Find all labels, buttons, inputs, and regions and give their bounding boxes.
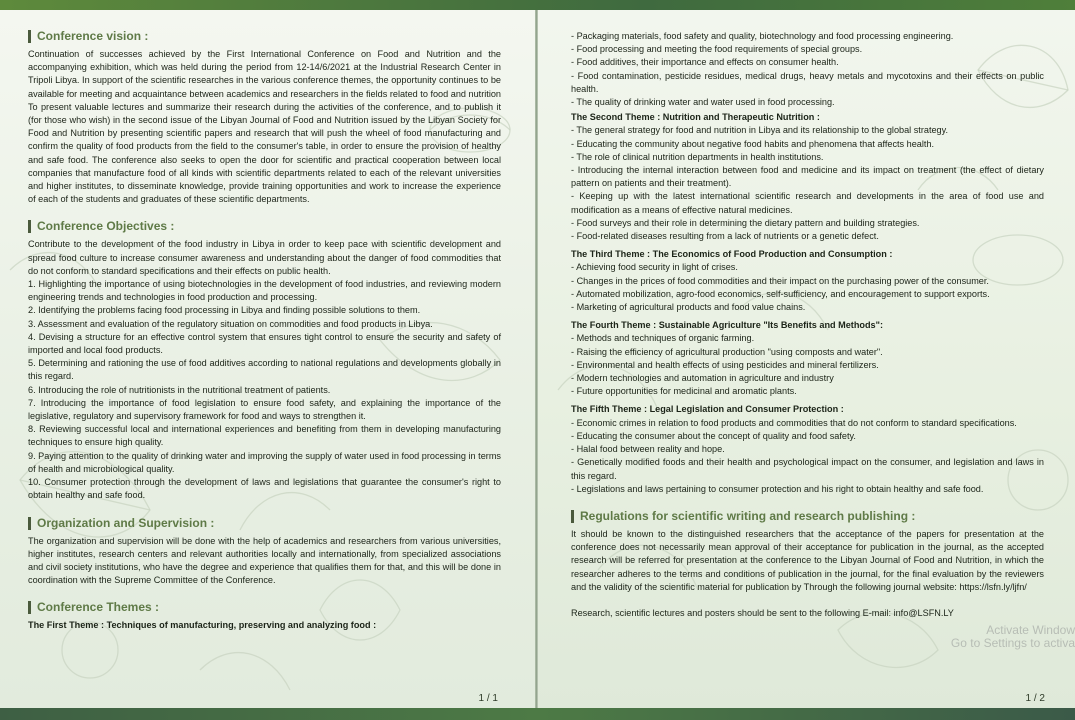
watermark-line-2: Go to Settings to activa [950, 636, 1075, 650]
list-item: - The role of clinical nutrition departments in health institutions. [571, 151, 824, 162]
list-item: - Automated mobilization, agro-food economics, self-sufficiency, and encouragement to support exports. [571, 288, 990, 299]
page-number-right: 1 / 2 [1025, 693, 1045, 704]
list-item: - Food additives, their importance and effects on consumer health. [571, 57, 839, 68]
conference-themes-heading: Conference Themes : [28, 601, 501, 614]
fifth-theme-heading: The Fifth Theme : Legal Legislation and Consumer Protection : [571, 404, 844, 415]
third-theme-section [571, 248, 1044, 314]
second-theme-section [571, 111, 1044, 243]
list-item: - Food surveys and their role in determining the dietary pattern and building strategies. [571, 217, 920, 228]
list-item: 5. Determining and rationing the use of food additives according to national regulations and developments globally in this regard. [28, 358, 501, 382]
conference-objectives-heading: Conference Objectives : [28, 220, 501, 233]
regulations-section [571, 510, 1044, 620]
list-item: - Halal food between reality and hope. [571, 444, 725, 455]
right-page [538, 10, 1075, 708]
list-item: 8. Reviewing successful local and international experiences and benefiting from them in developing manufacturing techniques to ensure high quality. [28, 424, 501, 448]
conference-objectives-section [28, 220, 501, 502]
fifth-theme-list [571, 417, 1044, 496]
organization-section [28, 517, 501, 588]
list-item: - Marketing of agricultural products and food value chains. [571, 302, 806, 313]
second-theme-list [571, 124, 1044, 243]
list-item: 9. Paying attention to the quality of drinking water and improving the supply of water used in food processing in terms of health and microbiological quality. [28, 450, 501, 474]
conference-vision-heading: Conference vision : [28, 30, 501, 43]
first-theme-heading: The First Theme : Techniques of manufacturing, preserving and analyzing food : [28, 620, 377, 631]
conference-vision-section [28, 30, 501, 206]
list-item: - Food contamination, pesticide residues, medical drugs, heavy metals and mycotoxins and their effects on public health. [571, 70, 1044, 94]
regulations-text: It should be known to the distinguished researchers that the acceptance of the papers for presentation at the conference does not necessarily mean approval of their acceptance for publication in the journal, as the accepted research will be referred for presentation at the conference to the Libyan Journal of Food and Nutrition, in which the researcher adheres to the terms and conditions of publication in the journal, for the final evaluation by the reviewers and the validity of the scientific material for publication by Through the following journal website: https://lsfn.ly/ljfn/ [571, 528, 1044, 592]
list-item: - Modern technologies and automation in agriculture and industry [571, 373, 834, 384]
list-item: - Methods and techniques of organic farming. [571, 333, 755, 344]
organization-text: The organization and supervision will be done with the help of academics and researchers from various universities, higher institutes, research centers and relevant authorities locally and internationally, from specialized associations and civil society institutions, who have the degree and experience that qualifies them for that, and this will be done in coordination with the Supreme Committee of the Conference. [28, 535, 501, 586]
list-item: 3. Assessment and evaluation of the regulatory situation on commodities and food products in Libya. [28, 318, 433, 329]
list-item: 7. Introducing the importance of food legislation to ensure food safety, and explaining the importance of the legislative, regulatory and supervisory framework for food and ways to strengthen it. [28, 397, 501, 422]
activation-watermark [951, 624, 1075, 650]
contact-email-text: Research, scientific lectures and posters should be sent to the following E-mail: info@LSFN.LY [571, 607, 954, 618]
list-item: - Economic crimes in relation to food products and commodities that do not conform to standard specifications. [571, 417, 1017, 428]
fifth-theme-section [571, 403, 1044, 495]
list-item: - Genetically modified foods and their health and psychological impact on the consumer, and legislation and laws in this regard. [571, 457, 1044, 481]
third-theme-list [571, 261, 1044, 314]
list-item: - The quality of drinking water and water used in food processing. [571, 97, 835, 108]
bottom-color-bar [0, 708, 1075, 720]
top-color-bar [0, 0, 1075, 10]
left-page [0, 10, 536, 708]
first-theme-list [571, 30, 1044, 109]
list-item: 2. Identifying the problems facing food processing in Libya and finding possible solutions to them. [28, 305, 421, 316]
list-item: - Introducing the internal interaction between food and medicine and its impact on treatment (the effect of dietary pattern on patients and their treatment). [571, 165, 1044, 189]
list-item: - Changes in the prices of food commodities and their impact on the purchasing power of the consumer. [571, 275, 989, 286]
list-item: 1. Highlighting the importance of using biotechnologies in the development of food industries, and reviewing modern engineering trends and technologies in food production and processing. [28, 279, 501, 303]
list-item: - Environmental and health effects of using pesticides and mineral fertilizers. [571, 359, 879, 370]
list-item: - Future opportunities for medicinal and aromatic plants. [571, 386, 797, 397]
objectives-list [28, 278, 501, 502]
fourth-theme-heading: The Fourth Theme : Sustainable Agriculture "Its Benefits and Methods": [571, 320, 884, 331]
list-item: - Educating the consumer about the concept of quality and food safety. [571, 430, 856, 441]
list-item: - The general strategy for food and nutrition in Libya and its relationship to the global strategy. [571, 125, 949, 136]
conference-vision-text: Continuation of successes achieved by the First International Conference on Food and Nutrition and the accompanying exhibition, which was held during the period from 12-14/6/2021 at the Industrial Research Center in Tripoli Libya. In support of the scientific researches in the various conference themes, the opportunity continues to be available for meeting and acquaintance between academics and researchers in the fields related to food and nutrition To present valuable lectures and summarize their research during the activities of the conference, and to publish it (for those who wish) in the second issue of the Libyan Journal of Food and Nutrition issued by the Libyan Society for Food and Nutrition by presenting scientific papers and research that will push the wheel of food manufacturing and confirm the quality of food products from the field to the consumer's table, in order to ensure the provision of healthy and safe food. The conference also seeks to open the door for scientific and practical cooperation between local companies that manufacture food of all kinds with scientific departments related to each of the relevant universities and higher institutes, to disseminate knowledge, provide training opportunities and work to increase the experience of each of the students and graduates of these scientific departments. [28, 49, 501, 205]
list-item: 4. Devising a structure for an effective control system that ensures tight control to ensure the security and safety of imported and local food products. [28, 331, 501, 356]
list-item: - Legislations and laws pertaining to consumer protection and his right to obtain healthy and safe food. [571, 483, 984, 494]
list-item: - Food processing and meeting the food requirements of special groups. [571, 44, 863, 55]
regulations-heading: Regulations for scientific writing and research publishing : [571, 510, 1044, 523]
third-theme-heading: The Third Theme : The Economics of Food Production and Consumption : [571, 249, 893, 260]
list-item: - Achieving food security in light of crises. [571, 262, 738, 273]
page-number-left: 1 / 1 [478, 693, 498, 704]
watermark-line-1: Activate Window [986, 623, 1075, 637]
list-item: 10. Consumer protection through the development of laws and legislations that guarantee the consumer's right to obtain healthy and safe food. [28, 477, 501, 501]
organization-heading: Organization and Supervision : [28, 517, 501, 530]
list-item: - Raising the efficiency of agricultural production "using composts and water". [571, 346, 883, 357]
list-item: - Packaging materials, food safety and quality, biotechnology and food processing engineering. [571, 31, 954, 41]
fourth-theme-list [571, 332, 1044, 398]
list-item: - Educating the community about negative food habits and phenomena that affects health. [571, 138, 935, 149]
list-item: 6. Introducing the role of nutritionists in the nutritional treatment of patients. [28, 384, 331, 395]
conference-themes-section [28, 601, 501, 632]
second-theme-heading: The Second Theme : Nutrition and Therapeutic Nutrition : [571, 112, 820, 123]
list-item: - Keeping up with the latest international scientific research and developments in the area of food use and modification as a means of effective natural medicines. [571, 191, 1044, 215]
list-item: - Food-related diseases resulting from a lack of nutrients or a genetic defect. [571, 231, 879, 242]
fourth-theme-section [571, 319, 1044, 398]
objectives-intro: Contribute to the development of the food industry in Libya in order to keep pace with scientific development and spread food culture to increase consumer awareness and understanding about the danger of food commodities that do not conform to standard specifications and their effects on public health. [28, 239, 501, 276]
